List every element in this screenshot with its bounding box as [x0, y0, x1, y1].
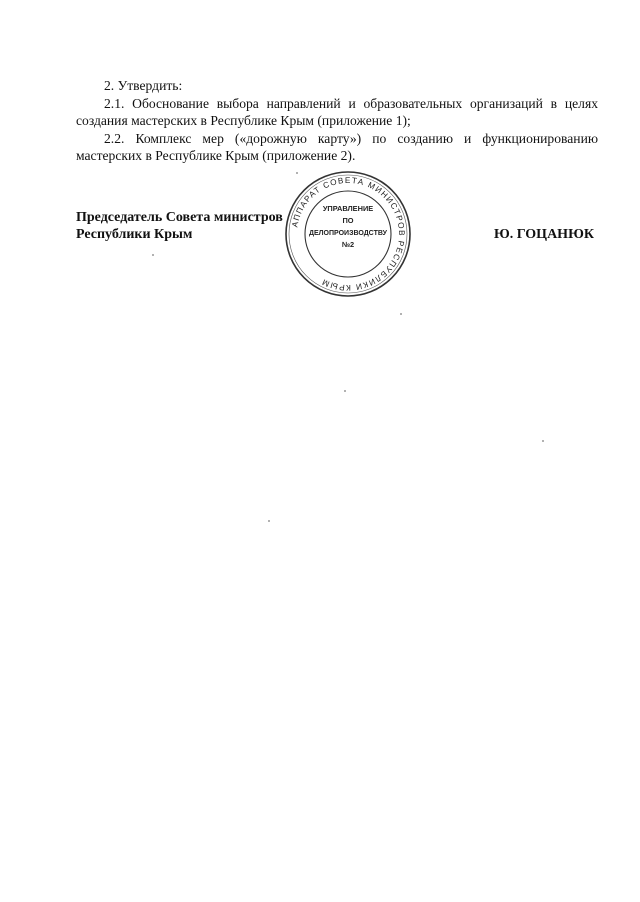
signatory-title-line2: Республики Крым — [76, 227, 193, 242]
seal-line4: №2 — [341, 240, 355, 249]
paragraph-item-2-2: 2.2. Комплекс мер («дорожную карту») по созданию и функционированию мастерских в Республике Крым (приложение 2). — [76, 130, 598, 164]
scan-speck — [344, 390, 346, 392]
scan-speck — [268, 520, 270, 522]
seal-line3: ДЕЛОПРОИЗВОДСТВУ — [308, 230, 388, 237]
scan-speck — [542, 440, 544, 442]
seal-line1: УПРАВЛЕНИЕ — [322, 204, 374, 213]
document-body — [76, 77, 598, 165]
paragraph-item-2-1: 2.1. Обоснование выбора направлений и образовательных организаций в целях создания мастерских в Республике Крым (приложение 1); — [76, 95, 598, 129]
signatory-name: Ю. ГОЦАНЮК — [493, 227, 594, 242]
paragraph-approve: 2. Утвердить: — [104, 78, 183, 93]
official-seal — [283, 169, 413, 299]
seal-line2: ПО — [342, 216, 354, 225]
signatory-title-line1: Председатель Совета министров — [76, 210, 283, 225]
scan-speck — [400, 313, 402, 315]
scan-speck — [296, 172, 298, 174]
seal-outer-text: АППАРАТ СОВЕТА МИНИСТРОВ РЕСПУБЛИКИ КРЫМ — [290, 175, 407, 293]
scan-speck — [152, 254, 154, 256]
seal-graphic — [283, 169, 413, 299]
signatory-title — [76, 209, 283, 243]
